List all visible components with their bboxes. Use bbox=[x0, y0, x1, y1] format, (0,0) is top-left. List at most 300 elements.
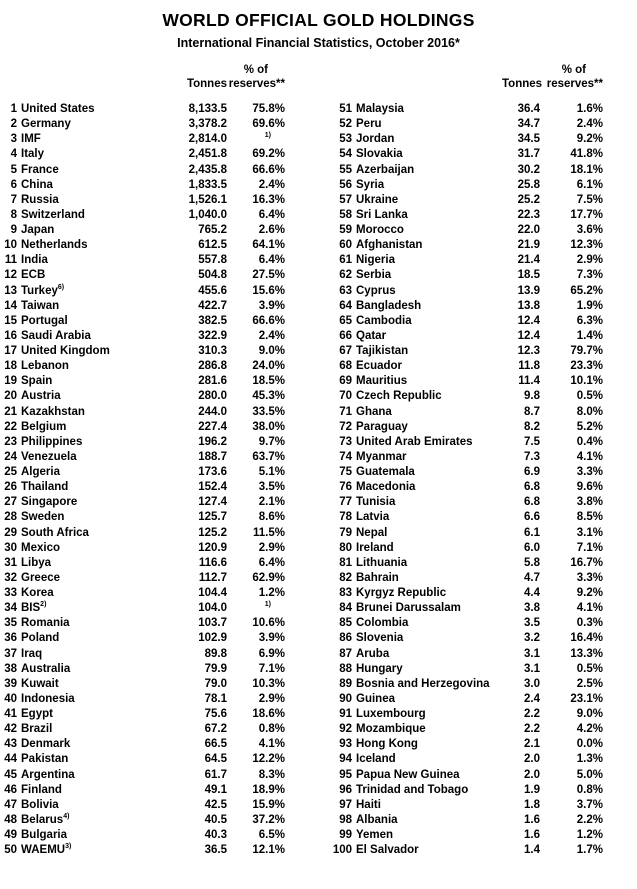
pct-cell: 15.9% bbox=[252, 798, 285, 811]
table-row bbox=[4, 465, 285, 480]
tonnes-cell: 281.6 bbox=[198, 375, 227, 388]
pct-cell: 3.3% bbox=[576, 466, 603, 478]
rank-cell: 89 bbox=[339, 677, 352, 690]
country-cell: United Arab Emirates bbox=[356, 435, 473, 448]
tonnes-cell: 31.7 bbox=[517, 148, 540, 161]
tonnes-cell: 34.7 bbox=[517, 118, 540, 131]
pct-cell: 79.7% bbox=[570, 345, 603, 357]
pct-cell: 9.0% bbox=[258, 345, 285, 357]
pct-cell: 2.4% bbox=[576, 118, 603, 131]
rank-cell: 61 bbox=[339, 254, 352, 267]
table-row bbox=[4, 510, 285, 525]
tonnes-cell: 116.6 bbox=[198, 556, 227, 569]
table-row bbox=[325, 798, 603, 813]
tonnes-cell: 79.9 bbox=[204, 662, 227, 675]
table-row bbox=[4, 828, 285, 843]
tonnes-cell: 21.9 bbox=[517, 239, 540, 252]
pct-cell: 3.1% bbox=[576, 526, 603, 539]
tonnes-cell: 152.4 bbox=[198, 481, 227, 494]
table-row bbox=[4, 798, 285, 813]
rank-cell: 9 bbox=[10, 224, 17, 236]
rank-cell: 21 bbox=[4, 405, 17, 418]
tonnes-cell: 3.2 bbox=[524, 632, 540, 645]
pct-cell: 64.1% bbox=[252, 239, 285, 252]
rank-cell: 66 bbox=[339, 329, 352, 342]
country-cell: Trinidad and Tobago bbox=[356, 783, 469, 796]
country-cell: Paraguay bbox=[356, 420, 408, 433]
pct-cell: 4.2% bbox=[576, 723, 603, 736]
rank-cell: 29 bbox=[4, 526, 17, 539]
rank-cell: 28 bbox=[4, 511, 17, 524]
rank-cell: 60 bbox=[339, 239, 352, 252]
table-row bbox=[4, 435, 285, 450]
table-row bbox=[325, 208, 603, 223]
pct-cell: 3.9% bbox=[258, 299, 285, 312]
pct-cell: 9.7% bbox=[258, 435, 285, 448]
rank-cell: 7 bbox=[10, 193, 17, 206]
rank-cell: 71 bbox=[339, 405, 352, 418]
country-cell: Iceland bbox=[356, 753, 396, 766]
country-cell: Tajikistan bbox=[356, 345, 409, 357]
table-row bbox=[4, 526, 285, 541]
country-cell: Lithuania bbox=[356, 556, 408, 569]
rank-cell: 27 bbox=[4, 496, 17, 509]
country-cell: Cambodia bbox=[356, 314, 412, 327]
pct-cell: 24.0% bbox=[252, 360, 285, 373]
page-subtitle: International Financial Statistics, October 2016* bbox=[177, 36, 460, 50]
rank-cell: 73 bbox=[339, 435, 352, 448]
country-cell: Syria bbox=[356, 178, 385, 191]
country-cell: Iraq bbox=[21, 647, 43, 660]
table-row bbox=[4, 662, 285, 677]
country-cell: BIS$^{2)}$ bbox=[21, 601, 47, 615]
tonnes-cell: 6.6 bbox=[524, 511, 540, 524]
pct-cell: 10.6% bbox=[252, 617, 285, 630]
tonnes-cell: 2.2 bbox=[524, 723, 540, 736]
tonnes-cell: 1.6 bbox=[524, 813, 540, 826]
pct-cell: 75.8% bbox=[252, 103, 285, 115]
rank-cell: 75 bbox=[339, 466, 352, 478]
rank-cell: 69 bbox=[339, 375, 352, 388]
tonnes-cell: 1,040.0 bbox=[188, 208, 227, 221]
country-cell: Lebanon bbox=[21, 360, 69, 373]
tonnes-cell: 79.0 bbox=[204, 677, 227, 690]
country-cell: Denmark bbox=[21, 738, 71, 751]
country-cell: Colombia bbox=[356, 617, 409, 630]
country-cell: Indonesia bbox=[21, 692, 75, 705]
country-cell: Bosnia and Herzegovina bbox=[356, 677, 490, 690]
country-cell: Ireland bbox=[356, 541, 394, 554]
tonnes-cell: 322.9 bbox=[198, 329, 227, 342]
rank-cell: 17 bbox=[4, 345, 17, 357]
rank-cell: 18 bbox=[4, 360, 17, 373]
country-cell: Luxembourg bbox=[356, 708, 426, 720]
tonnes-cell: 5.8 bbox=[524, 556, 540, 569]
rank-cell: 82 bbox=[339, 571, 352, 584]
table-row bbox=[325, 299, 603, 314]
table-row bbox=[325, 480, 603, 495]
rank-cell: 1 bbox=[10, 103, 17, 115]
country-cell: Turkey$^{6)}$ bbox=[21, 283, 65, 297]
table-row bbox=[325, 828, 603, 843]
country-cell: Ghana bbox=[356, 405, 392, 418]
tonnes-cell: 557.8 bbox=[198, 254, 227, 267]
country-cell: Italy bbox=[21, 148, 45, 161]
table-row bbox=[4, 268, 285, 283]
country-cell: Germany bbox=[21, 118, 71, 131]
pct-cell: 0.3% bbox=[576, 617, 603, 630]
rank-cell: 16 bbox=[4, 329, 17, 342]
table-row bbox=[4, 586, 285, 601]
pct-cell: 8.6% bbox=[258, 511, 285, 524]
tonnes-cell: 1,526.1 bbox=[188, 193, 227, 206]
rank-cell: 4 bbox=[10, 148, 17, 161]
tonnes-cell: 244.0 bbox=[198, 405, 227, 418]
pct-cell: 9.0% bbox=[576, 708, 603, 720]
table-row bbox=[4, 677, 285, 692]
rank-cell: 49 bbox=[4, 829, 17, 841]
country-cell: Hungary bbox=[356, 662, 403, 675]
rank-cell: 53 bbox=[339, 133, 352, 146]
country-cell: Belgium bbox=[21, 420, 67, 433]
country-cell: Mozambique bbox=[356, 723, 426, 736]
table-row bbox=[4, 208, 285, 223]
pct-cell: 7.5% bbox=[576, 193, 603, 206]
table-row bbox=[325, 178, 603, 193]
country-cell: Venezuela bbox=[21, 450, 77, 463]
table-row bbox=[325, 284, 603, 299]
tonnes-header: Tonnes bbox=[186, 77, 227, 90]
pct-cell: 6.1% bbox=[576, 178, 603, 191]
tonnes-cell: 765.2 bbox=[198, 224, 227, 236]
country-cell: Australia bbox=[21, 662, 71, 675]
pct-cell: 8.5% bbox=[576, 511, 603, 524]
rank-cell: 67 bbox=[339, 345, 352, 357]
table-row bbox=[325, 117, 603, 132]
pct-cell: 66.6% bbox=[252, 314, 285, 327]
table-row bbox=[325, 420, 603, 435]
table-row bbox=[4, 480, 285, 495]
country-cell: Algeria bbox=[21, 466, 60, 478]
rank-cell: 58 bbox=[339, 208, 352, 221]
table-row bbox=[325, 541, 603, 556]
country-cell: Finland bbox=[21, 783, 62, 796]
country-cell: Russia bbox=[21, 193, 59, 206]
page-title: WORLD OFFICIAL GOLD HOLDINGS bbox=[162, 10, 475, 30]
table-row bbox=[4, 193, 285, 208]
tonnes-cell: 104.0 bbox=[198, 602, 227, 615]
table-row bbox=[4, 147, 285, 162]
pct-cell: 6.4% bbox=[258, 254, 285, 267]
rank-cell: 92 bbox=[339, 723, 352, 736]
table-row bbox=[325, 329, 603, 344]
gold-table-left bbox=[4, 64, 285, 858]
tonnes-cell: 12.4 bbox=[517, 314, 540, 327]
pct-cell: 2.9% bbox=[258, 692, 285, 705]
table-row bbox=[325, 374, 603, 389]
footnote-marker: 2) bbox=[40, 601, 47, 609]
pct-cell: 12.2% bbox=[252, 753, 285, 766]
rank-cell: 54 bbox=[339, 148, 352, 161]
table-row bbox=[325, 526, 603, 541]
pct-cell: 37.2% bbox=[252, 813, 285, 826]
footnote-marker: 1) bbox=[264, 601, 271, 609]
tonnes-cell: 11.4 bbox=[518, 375, 540, 388]
pct-cell: 0.8% bbox=[258, 723, 285, 736]
rank-cell: 86 bbox=[339, 632, 352, 645]
rank-cell: 14 bbox=[4, 299, 17, 312]
table-row bbox=[325, 813, 603, 828]
rank-cell: 46 bbox=[4, 783, 17, 796]
rank-cell: 37 bbox=[4, 647, 17, 660]
table-row bbox=[325, 465, 603, 480]
rank-cell: 98 bbox=[339, 813, 352, 826]
country-cell: Romania bbox=[21, 617, 70, 630]
table-row bbox=[4, 253, 285, 268]
country-cell: Bulgaria bbox=[21, 829, 68, 841]
rank-cell: 39 bbox=[4, 677, 17, 690]
country-cell: Ukraine bbox=[356, 193, 399, 206]
table-row bbox=[4, 284, 285, 299]
table-row bbox=[325, 616, 603, 631]
rank-cell: 81 bbox=[339, 556, 352, 569]
tonnes-cell: 280.0 bbox=[198, 390, 227, 403]
table-row bbox=[4, 737, 285, 752]
tonnes-cell: 2.1 bbox=[524, 738, 540, 751]
pct-cell: 6.3% bbox=[576, 314, 603, 327]
pct-cell: 69.6% bbox=[252, 118, 285, 131]
country-cell: United States bbox=[21, 103, 95, 115]
tonnes-cell: 382.5 bbox=[198, 314, 227, 327]
table-row bbox=[325, 147, 603, 162]
pct-header-line2: reserves** bbox=[228, 77, 285, 90]
rank-cell: 40 bbox=[4, 692, 17, 705]
table-body-left bbox=[4, 102, 285, 858]
country-cell: ECB bbox=[21, 269, 46, 282]
rank-cell: 34 bbox=[4, 602, 17, 615]
pct-cell: 6.9% bbox=[258, 647, 285, 660]
rank-cell: 26 bbox=[4, 481, 17, 494]
table-row bbox=[4, 541, 285, 556]
country-cell: Egypt bbox=[21, 708, 53, 720]
tonnes-cell: 8.2 bbox=[524, 420, 540, 433]
table-row bbox=[4, 299, 285, 314]
rank-cell: 91 bbox=[339, 708, 352, 720]
tonnes-cell: 3.1 bbox=[524, 647, 540, 660]
tonnes-cell: 504.8 bbox=[198, 269, 227, 282]
rank-cell: 96 bbox=[339, 783, 352, 796]
country-cell: Guinea bbox=[356, 692, 395, 705]
rank-cell: 79 bbox=[339, 526, 352, 539]
pct-cell: 5.0% bbox=[576, 768, 603, 781]
table-row bbox=[325, 586, 603, 601]
country-cell: Malaysia bbox=[356, 103, 404, 115]
tonnes-cell: 49.1 bbox=[204, 783, 227, 796]
rank-cell: 19 bbox=[4, 375, 17, 388]
rank-cell: 93 bbox=[339, 738, 352, 751]
table-row bbox=[4, 314, 285, 329]
tonnes-cell: 3.0 bbox=[524, 677, 540, 690]
rank-cell: 72 bbox=[339, 420, 352, 433]
country-cell: Austria bbox=[21, 390, 61, 403]
pct-cell: 66.6% bbox=[252, 163, 285, 176]
tonnes-cell: 40.3 bbox=[204, 829, 227, 841]
pct-cell: 9.6% bbox=[576, 481, 603, 494]
country-cell: Brazil bbox=[21, 723, 53, 736]
tonnes-cell: 22.0 bbox=[517, 224, 540, 236]
rank-cell: 33 bbox=[4, 587, 17, 599]
pct-cell: 1.7% bbox=[576, 844, 603, 857]
country-cell: El Salvador bbox=[356, 844, 419, 857]
pct-cell: 0.4% bbox=[576, 435, 603, 448]
table-row bbox=[325, 314, 603, 329]
country-cell: Kazakhstan bbox=[21, 405, 85, 418]
table-row bbox=[325, 722, 603, 737]
country-cell: Latvia bbox=[356, 511, 390, 524]
pct-cell: 0.5% bbox=[576, 662, 603, 675]
country-cell: Bolivia bbox=[21, 798, 59, 811]
tonnes-cell: 34.5 bbox=[517, 133, 540, 146]
tonnes-cell: 9.8 bbox=[524, 390, 540, 403]
tonnes-cell: 7.5 bbox=[524, 435, 540, 448]
pct-cell: 69.2% bbox=[252, 148, 285, 161]
rank-cell: 48 bbox=[4, 813, 17, 826]
pct-header-line1: % of bbox=[561, 64, 586, 76]
tonnes-cell: 6.8 bbox=[524, 496, 540, 509]
table-row bbox=[4, 117, 285, 132]
pct-cell: 15.6% bbox=[252, 284, 285, 297]
pct-cell: 4.1% bbox=[576, 602, 603, 615]
table-row bbox=[325, 783, 603, 798]
pct-cell: 6.4% bbox=[258, 556, 285, 569]
tonnes-cell: 12.4 bbox=[517, 329, 540, 342]
table-row bbox=[4, 359, 285, 374]
rank-cell: 55 bbox=[339, 163, 352, 176]
pct-cell: 1.2% bbox=[576, 829, 603, 841]
table-row bbox=[4, 722, 285, 737]
tonnes-cell: 3,378.2 bbox=[188, 118, 227, 131]
rank-cell: 10 bbox=[4, 239, 17, 252]
rank-cell: 44 bbox=[4, 753, 17, 766]
country-cell: Ecuador bbox=[356, 360, 403, 373]
rank-cell: 57 bbox=[339, 193, 352, 206]
table-row bbox=[325, 692, 603, 707]
tonnes-cell: 2.2 bbox=[524, 708, 540, 720]
tonnes-cell: 25.2 bbox=[517, 193, 540, 206]
tonnes-cell: 125.7 bbox=[198, 511, 227, 524]
pct-cell: 7.3% bbox=[576, 269, 603, 282]
pct-cell: 2.9% bbox=[258, 541, 285, 554]
table-row bbox=[325, 737, 603, 752]
pct-cell: 33.5% bbox=[252, 405, 285, 418]
rank-cell: 20 bbox=[4, 390, 17, 403]
pct-cell bbox=[227, 132, 285, 147]
tonnes-cell: 103.7 bbox=[198, 617, 227, 630]
country-cell: Greece bbox=[21, 571, 61, 584]
pct-cell: 11.5% bbox=[253, 526, 285, 539]
country-cell: Japan bbox=[21, 224, 55, 236]
country-cell: Czech Republic bbox=[356, 390, 442, 403]
rank-cell: 47 bbox=[4, 798, 17, 811]
tonnes-header: Tonnes bbox=[502, 77, 543, 90]
pct-cell: 2.4% bbox=[258, 329, 285, 342]
rank-cell: 43 bbox=[4, 738, 17, 751]
pct-cell: 45.3% bbox=[252, 390, 285, 403]
table-row bbox=[325, 556, 603, 571]
table-row bbox=[325, 359, 603, 374]
country-cell: Macedonia bbox=[356, 481, 416, 494]
tonnes-cell: 36.4 bbox=[517, 103, 540, 115]
rank-cell: 22 bbox=[4, 420, 17, 433]
table-row bbox=[325, 405, 603, 420]
footnote-marker: 4) bbox=[63, 813, 70, 821]
tonnes-cell: 2,814.0 bbox=[188, 133, 227, 146]
table-row bbox=[4, 178, 285, 193]
country-cell: India bbox=[21, 254, 48, 267]
country-cell: Switzerland bbox=[21, 208, 85, 221]
pct-cell: 2.4% bbox=[258, 178, 285, 191]
table-row bbox=[325, 510, 603, 525]
country-cell: Papua New Guinea bbox=[356, 768, 460, 781]
rank-cell: 85 bbox=[339, 617, 352, 630]
tonnes-cell: 612.5 bbox=[198, 239, 227, 252]
country-cell: Libya bbox=[21, 556, 52, 569]
table-row bbox=[4, 329, 285, 344]
table-row bbox=[325, 268, 603, 283]
rank-cell: 2 bbox=[10, 118, 17, 131]
country-cell: Bangladesh bbox=[356, 299, 422, 312]
pct-cell: 13.3% bbox=[570, 647, 603, 660]
rank-cell: 83 bbox=[339, 587, 352, 599]
pct-cell: 6.4% bbox=[258, 208, 285, 221]
table-row bbox=[325, 389, 603, 404]
country-cell: Slovenia bbox=[356, 632, 404, 645]
rank-cell: 11 bbox=[4, 254, 17, 267]
table-row bbox=[325, 193, 603, 208]
table-row bbox=[325, 163, 603, 178]
table-row bbox=[325, 223, 603, 238]
tonnes-cell: 125.2 bbox=[198, 526, 227, 539]
tonnes-cell: 78.1 bbox=[204, 692, 227, 705]
footnote-marker: 3) bbox=[65, 843, 72, 851]
tonnes-cell: 18.5 bbox=[517, 269, 540, 282]
tonnes-cell: 75.6 bbox=[204, 708, 227, 720]
rank-cell: 74 bbox=[339, 450, 352, 463]
rank-cell: 59 bbox=[339, 224, 352, 236]
pct-cell: 63.7% bbox=[252, 450, 285, 463]
table-row bbox=[325, 253, 603, 268]
pct-cell: 3.9% bbox=[258, 632, 285, 645]
pct-header-line2: reserves** bbox=[546, 77, 603, 90]
country-cell: Sweden bbox=[21, 511, 65, 524]
pct-cell bbox=[227, 601, 285, 616]
table-row bbox=[325, 571, 603, 586]
table-row bbox=[4, 389, 285, 404]
table-row bbox=[325, 495, 603, 510]
country-cell: Hong Kong bbox=[356, 738, 418, 751]
pct-cell: 9.2% bbox=[576, 587, 603, 599]
country-cell: Belarus$^{4)}$ bbox=[21, 813, 70, 826]
country-cell: IMF bbox=[21, 133, 41, 146]
country-cell: China bbox=[21, 178, 53, 191]
rank-cell: 32 bbox=[4, 571, 17, 584]
tonnes-cell: 3.5 bbox=[524, 617, 540, 630]
country-cell: WAEMU$^{3)}$ bbox=[21, 843, 72, 857]
table-row bbox=[4, 238, 285, 253]
country-cell: Yemen bbox=[356, 829, 394, 841]
pct-cell: 0.5% bbox=[576, 390, 603, 403]
table-row bbox=[325, 662, 603, 677]
